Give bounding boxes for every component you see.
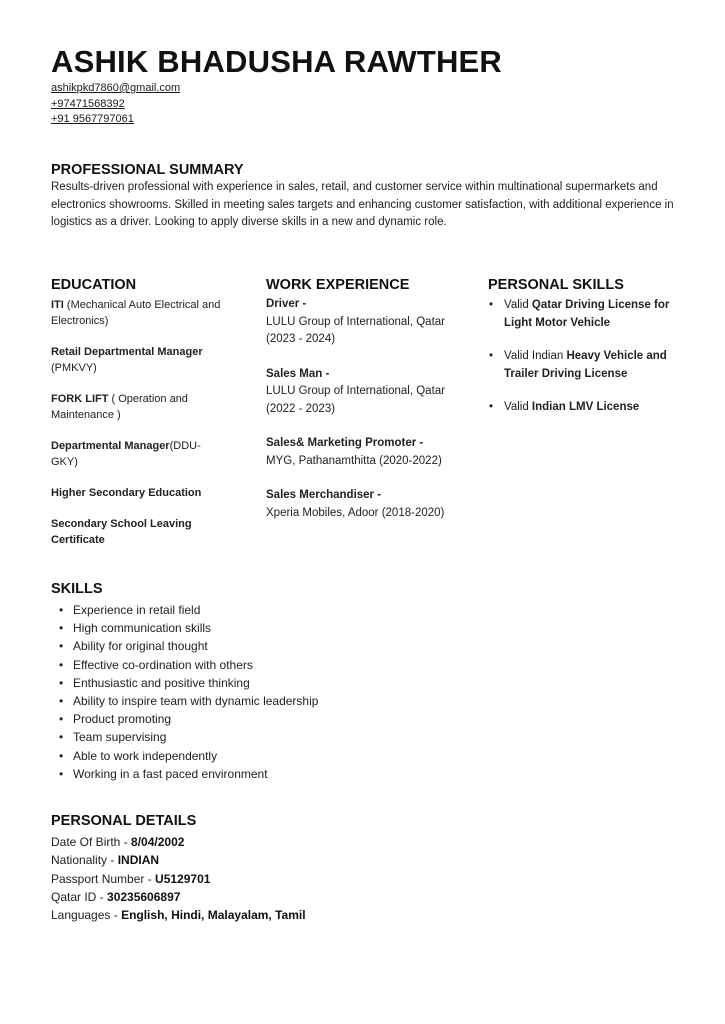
phone-india-link[interactable]: +91 9567797061 bbox=[51, 113, 134, 125]
education-item bbox=[51, 438, 226, 470]
list-item bbox=[488, 297, 678, 332]
list-item: • Ability to inspire team with dynamic leadership bbox=[51, 692, 451, 710]
candidate-name: ASHIK BHADUSHA RAWTHER bbox=[51, 44, 503, 79]
skill-prefix: Valid Indian bbox=[504, 350, 567, 362]
list-item bbox=[488, 399, 678, 417]
skills-heading: SKILLS bbox=[51, 581, 103, 597]
skills-list bbox=[51, 601, 451, 783]
detail-label: Date Of Birth - bbox=[51, 835, 132, 849]
contact-block bbox=[51, 81, 180, 128]
job-role: Sales Man - bbox=[266, 367, 330, 380]
job-detail: LULU Group of International, Qatar (2023 - 2024) bbox=[266, 315, 445, 345]
list-item: • Ability for original thought bbox=[51, 637, 451, 655]
details-heading: PERSONAL DETAILS bbox=[51, 813, 197, 829]
detail-label: Passport Number - bbox=[51, 871, 156, 886]
detail-label: Nationality - bbox=[51, 853, 118, 868]
detail-row-languages bbox=[51, 906, 451, 924]
education-item bbox=[51, 391, 226, 423]
work-experience-section bbox=[266, 276, 451, 522]
job-role: Sales& Marketing Promoter - bbox=[266, 437, 424, 449]
detail-value: 8/04/2002 bbox=[131, 835, 185, 849]
education-detail: (PMKVY) bbox=[51, 362, 97, 374]
detail-value: 30235606897 bbox=[107, 889, 181, 904]
education-section bbox=[51, 276, 226, 548]
detail-value: English, Hindi, Malayalam, Tamil bbox=[121, 908, 306, 923]
list-item bbox=[488, 348, 678, 383]
education-title: Higher Secondary Education bbox=[51, 487, 202, 499]
detail-row-passport bbox=[51, 870, 451, 888]
education-title: ITI bbox=[51, 299, 64, 311]
job-entry bbox=[266, 435, 451, 470]
education-item bbox=[51, 516, 226, 548]
job-entry bbox=[266, 296, 451, 349]
detail-row-qatar-id bbox=[51, 888, 451, 906]
job-role: Driver - bbox=[266, 298, 307, 310]
work-heading: WORK EXPERIENCE bbox=[266, 277, 410, 293]
skill-prefix: Valid bbox=[504, 299, 532, 311]
education-title: Departmental Manager bbox=[51, 440, 170, 452]
skill-highlight: Indian LMV License bbox=[531, 401, 640, 413]
detail-label: Languages - bbox=[51, 908, 122, 923]
personal-skills-section bbox=[488, 276, 678, 433]
phone-qatar-link[interactable]: +97471568392 bbox=[51, 97, 125, 110]
education-heading: EDUCATION bbox=[51, 277, 137, 293]
personal-details-section bbox=[51, 812, 451, 924]
summary-heading: PROFESSIONAL SUMMARY bbox=[51, 162, 244, 178]
list-item: • Product promoting bbox=[51, 710, 451, 728]
job-detail: Xperia Mobiles, Adoor (2018-2020) bbox=[266, 506, 445, 519]
skill-highlight: Qatar Driving License for Light Motor Vehicle bbox=[504, 299, 670, 329]
list-item: • Able to work independently bbox=[51, 747, 451, 765]
list-item: • High communication skills bbox=[51, 619, 451, 637]
job-role: Sales Merchandiser - bbox=[266, 489, 382, 501]
detail-value: INDIAN bbox=[117, 853, 160, 868]
education-item bbox=[51, 344, 226, 376]
education-detail: ( Operation and Maintenance ) bbox=[51, 393, 188, 421]
summary-text: Results-driven professional with experience in sales, retail, and customer service within multinational supermarkets and electronics showrooms. Skilled in meeting sales targets and enhancing customer satisfaction, with additional experience in logistics as a driver. Looking to apply diverse skills in a new and dynamic role. bbox=[51, 181, 674, 228]
list-item: • Team supervising bbox=[51, 728, 451, 746]
detail-row-dob bbox=[51, 833, 451, 851]
professional-summary-section bbox=[51, 161, 676, 232]
list-item: • Working in a fast paced environment bbox=[51, 765, 451, 783]
personal-skills-heading: PERSONAL SKILLS bbox=[488, 277, 624, 293]
email-link[interactable]: ashikpkd7860@gmail.com bbox=[51, 82, 181, 94]
skills-section bbox=[51, 580, 451, 783]
job-detail: MYG, Pathanamthitta (2020-2022) bbox=[266, 454, 442, 467]
detail-label: Qatar ID - bbox=[51, 889, 108, 904]
education-title: Secondary School Leaving Certificate bbox=[51, 518, 192, 546]
list-item: • Effective co-ordination with others bbox=[51, 656, 451, 674]
education-detail: (DDU-GKY) bbox=[51, 440, 201, 468]
education-title: Retail Departmental Manager bbox=[51, 346, 203, 358]
detail-row-nationality bbox=[51, 851, 451, 869]
job-entry bbox=[266, 487, 451, 522]
list-item: • Experience in retail field bbox=[51, 601, 451, 619]
job-entry bbox=[266, 366, 451, 419]
list-item: • Enthusiastic and positive thinking bbox=[51, 674, 451, 692]
personal-skills-list bbox=[488, 297, 678, 417]
skill-prefix: Valid bbox=[504, 401, 532, 413]
education-detail: (Mechanical Auto Electrical and Electronics) bbox=[51, 299, 221, 327]
education-title: FORK LIFT bbox=[51, 393, 109, 405]
education-item bbox=[51, 485, 226, 501]
skill-highlight: Heavy Vehicle and Trailer Driving License bbox=[504, 350, 667, 380]
detail-value: U5129701 bbox=[155, 871, 211, 886]
job-detail: LULU Group of International, Qatar (2022 - 2023) bbox=[266, 385, 445, 415]
education-item bbox=[51, 297, 226, 329]
